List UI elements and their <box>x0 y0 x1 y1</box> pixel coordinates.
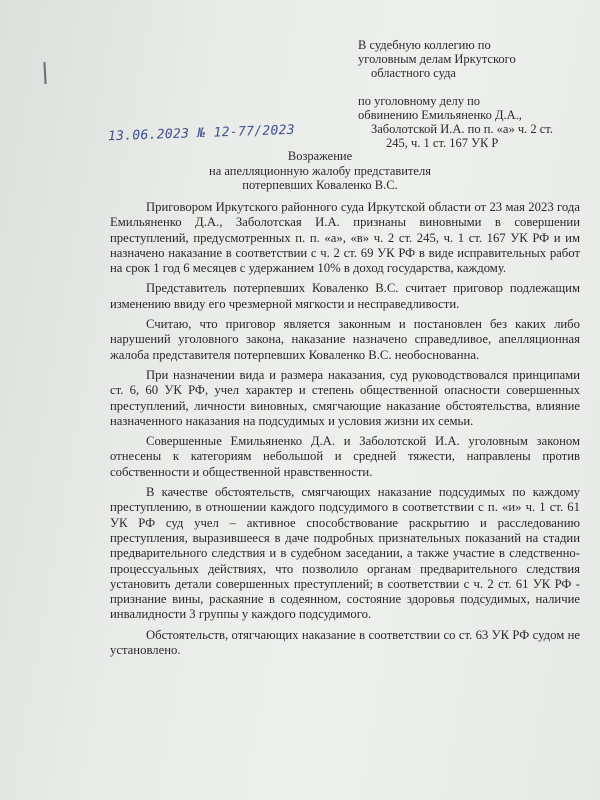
body-paragraph: В качестве обстоятельств, смягчающих наказание подсудимых по каждому преступлению, в отношении каждого подсудимого в соответствии с п. «и» ч. 1 ст. 61 УК РФ суд учел – активное способствование раскрытию и расследованию преступления, выразившееся в даче подробных признательных показаний на стадии предварительного следствия и в судебном заседании, а также участие в следственно-процессуальных действиях, что позволило органам предварительного следствия установить детали совершенных преступлений; в соответствии с ч. 2 ст. 61 УК РФ - признание вины, раскаяние в содеянном, состояние здоровья подсудимых, наличие инвалидности 3 группы у каждого подсудимого. <box>110 485 580 622</box>
addressee-case-line: 245, ч. 1 ст. 167 УК Р <box>386 136 499 150</box>
addressee-court-line: областного суда <box>371 66 456 80</box>
document-title <box>150 149 490 193</box>
body-paragraph: Считаю, что приговор является законным и постановлен без каких либо нарушений уголовного закона, наказание назначено справедливое, апелляционная жалоба представителя потерпевших Коваленко В.С. необоснованна. <box>110 317 580 362</box>
title-line: потерпевших Коваленко В.С. <box>242 178 398 192</box>
title-line: на апелляционную жалобу представителя <box>209 163 431 178</box>
body-paragraph: Представитель потерпевших Коваленко В.С. считает приговор подлежащим изменению ввиду его чрезмерной мягкости и несправедливости. <box>110 281 580 311</box>
body-paragraph: Приговором Иркутского районного суда Иркутской области от 23 мая 2023 года Емильяненко Д.А., Заболотская И.А. признаны виновными в совершении преступлений, предусмотренных п. п. «а», «в» ч. 2 ст. 245, ч. 1 ст. 167 УК РФ и им назначено наказание в соответствии с ч. 2 ст. 69 УК РФ в виде исправительных работ на срок 1 год 6 месяцев с удержанием 10% в доход государства, каждому. <box>110 200 580 276</box>
body-paragraph: Обстоятельств, отягчающих наказание в соответствии со ст. 63 УК РФ судом не установлено. <box>110 627 580 658</box>
body-paragraph: Совершенные Емильяненко Д.А. и Заболотской И.А. уголовным законом отнесены к категориям небольшой и средней тяжести, направлены против собственности и общественной нравственности. <box>110 434 580 479</box>
margin-pen-mark <box>43 62 46 84</box>
body-paragraph: При назначении вида и размера наказания, суд руководствовался принципами ст. 6, 60 УК РФ, учел характер и степень общественной опасности совершенных преступлений, личности виновных, смягчающие наказание обстоятельства, влияние назначенного наказания на подсудимых и условия жизни их семьи. <box>110 367 580 428</box>
handwritten-registration-note: 13.06.2023 № 12-77/2023 <box>107 122 296 145</box>
addressee-court-line: уголовным делам Иркутского <box>358 52 516 66</box>
title-heading: Возражение <box>287 149 353 163</box>
addressee-block <box>358 38 588 150</box>
document-body <box>110 200 580 663</box>
addressee-court-line: В судебную коллегию по <box>358 38 491 52</box>
addressee-case-line: Заболотской И.А. по п. «а» ч. 2 ст. <box>371 122 553 136</box>
addressee-case-line: обвинению Емильяненко Д.А., <box>358 108 522 122</box>
addressee-case-line: по уголовному делу по <box>358 94 481 108</box>
